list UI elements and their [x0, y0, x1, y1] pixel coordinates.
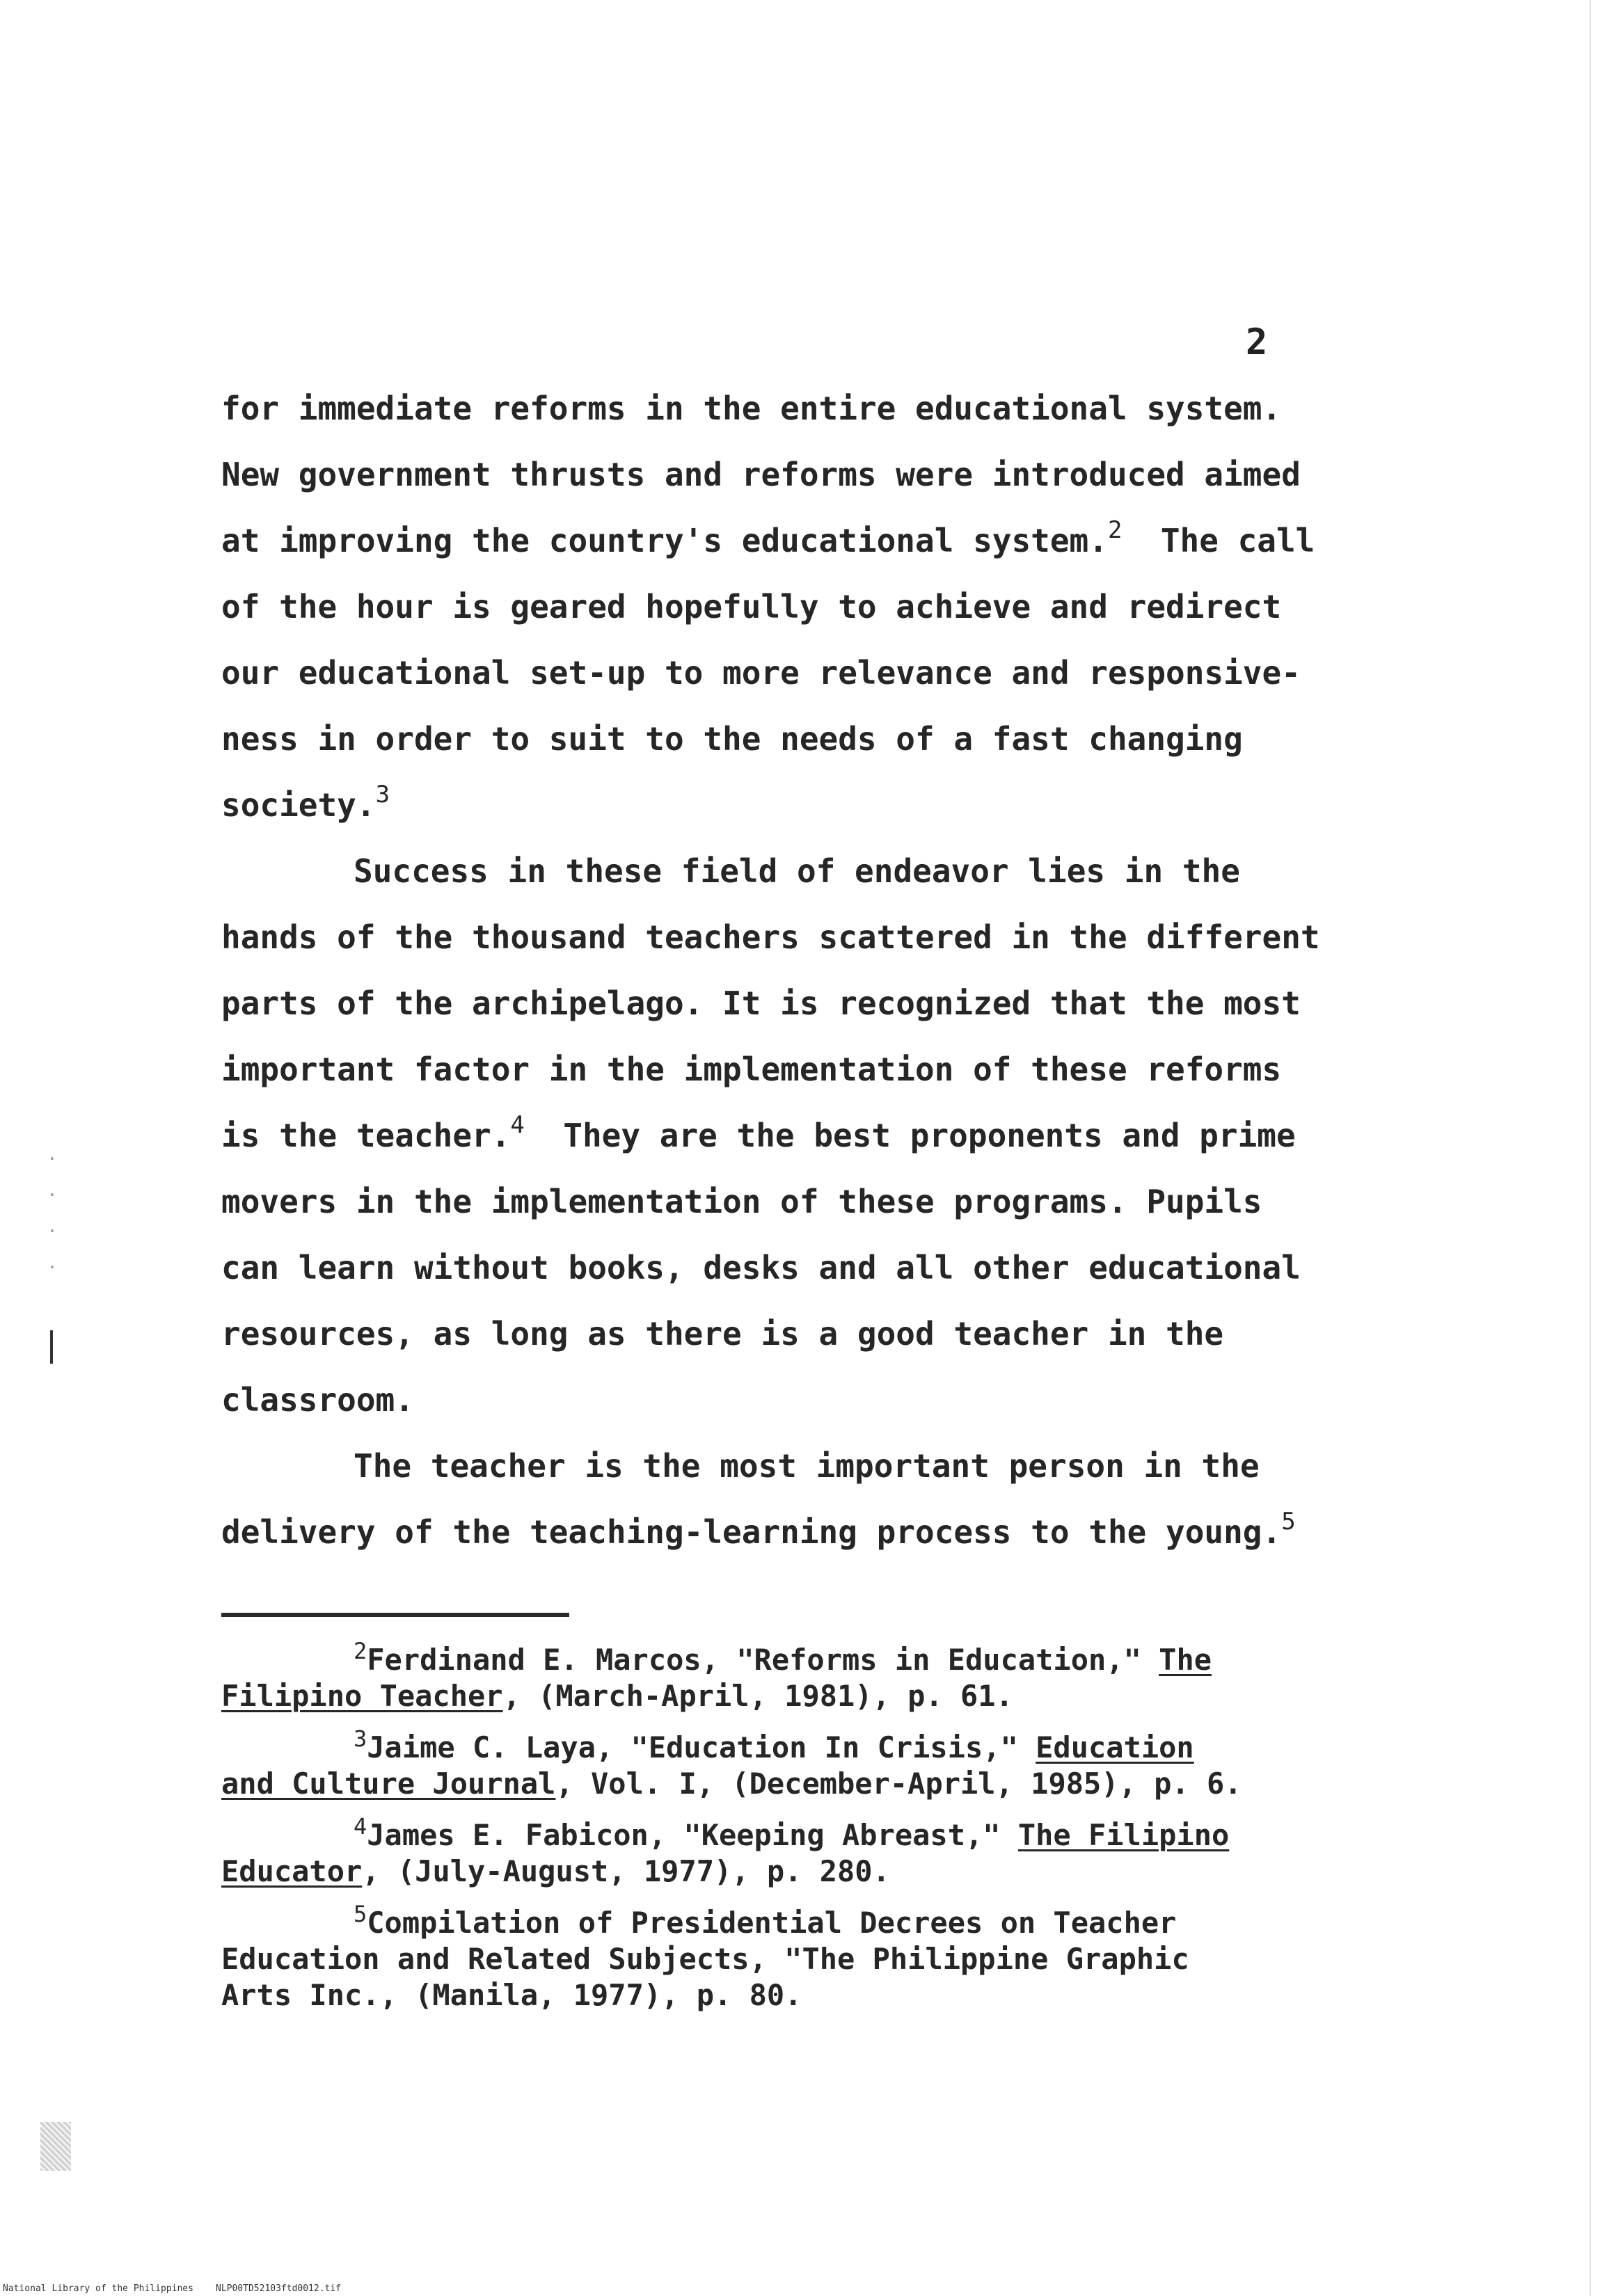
footnote-reference: 5 [1281, 1508, 1296, 1536]
text-line [221, 1037, 1377, 1103]
footnote-line [221, 1977, 1390, 2014]
margin-marks [42, 1141, 63, 1286]
footnote-text: Arts Inc., (Manila, 1977), p. 80. [221, 1978, 802, 2012]
footnote-line [221, 1638, 1390, 1678]
footnote-separator-rule [221, 1613, 569, 1617]
footnote-line [221, 1813, 1390, 1853]
line-text: parts of the archipelago. It is recognized that the most [221, 984, 1301, 1022]
line-text: ness in order to suit to the needs of a fast changing [221, 720, 1243, 758]
footnote-line [221, 1766, 1390, 1802]
footnotes [221, 1638, 1390, 2029]
footnote-number: 5 [354, 1901, 367, 1927]
line-text: New government thrusts and reforms were introduced aimed [221, 456, 1301, 493]
line-text: for immediate reforms in the entire educational system. [221, 390, 1282, 427]
text-line [221, 442, 1377, 508]
line-text: movers in the implementation of these programs. Pupils [221, 1183, 1262, 1220]
body-text [221, 376, 1377, 1565]
footnote-text: , Vol. I, (December-April, 1985), p. 6. [555, 1767, 1242, 1801]
footnote-number: 2 [354, 1638, 367, 1664]
paragraph [221, 838, 1377, 1433]
footnote [221, 1813, 1390, 1890]
footnote-text: , (March-April, 1981), p. 61. [502, 1679, 1013, 1713]
line-text: important factor in the implementation of these reforms [221, 1051, 1282, 1088]
line-text: can learn without books, desks and all other educational [221, 1249, 1301, 1286]
text-line [221, 1433, 1377, 1499]
line-text: delivery of the teaching-learning process to the young. [221, 1513, 1282, 1551]
footnote-number: 4 [354, 1813, 367, 1840]
text-line [221, 1235, 1377, 1301]
footnote-text: Compilation of Presidential Decrees on Teacher [367, 1906, 1177, 1940]
line-text: Success in these field of endeavor lies in the [354, 852, 1240, 890]
footnote-text: , (July-August, 1977), p. 280. [362, 1854, 890, 1888]
footnote-title: Education [1036, 1730, 1194, 1764]
footer-file-name: NLP00TD52103ftd0012.tif [216, 2283, 342, 2294]
library-stamp-mark [40, 2122, 71, 2171]
footnote [221, 1901, 1390, 2014]
text-line [221, 1301, 1377, 1367]
text-line [221, 1499, 1377, 1565]
footnote [221, 1638, 1390, 1714]
text-line [221, 376, 1377, 442]
footnote-reference: 4 [510, 1111, 525, 1139]
footnote-reference: 2 [1107, 516, 1123, 544]
line-text: is the teacher. [221, 1117, 511, 1154]
line-text: hands of the thousand teachers scattered in the different [221, 918, 1320, 956]
text-line [221, 971, 1377, 1037]
footnote-line [221, 1853, 1390, 1890]
scan-edge-line [1589, 0, 1591, 2296]
footnote-title: The [1159, 1643, 1212, 1677]
footnote-line [221, 1678, 1390, 1714]
line-text: The teacher is the most important person in the [354, 1447, 1260, 1485]
paragraph [221, 376, 1377, 838]
footnote-reference: 3 [375, 781, 390, 808]
line-text: classroom. [221, 1381, 414, 1419]
text-line [221, 838, 1377, 904]
footnote-title: Filipino Teacher [221, 1679, 503, 1713]
line-text: at improving the country's educational system. [221, 522, 1108, 559]
footer-library-name: National Library of the Philippines [3, 2283, 193, 2294]
margin-mark: · [47, 1257, 58, 1278]
footnote-title: The Filipino [1017, 1818, 1230, 1852]
footnote-title: Educator [221, 1854, 363, 1888]
footnote-line [221, 1725, 1390, 1766]
text-line [221, 508, 1377, 574]
line-text-continued: They are the best proponents and prime [524, 1117, 1296, 1154]
text-line [221, 1169, 1377, 1235]
line-text: our educational set-up to more relevance and responsive- [221, 654, 1301, 692]
footnote-line [221, 1901, 1390, 1941]
footnote-text: Jaime C. Laya, "Education In Crisis," [367, 1730, 1036, 1764]
footnote [221, 1725, 1390, 1802]
footnote-line [221, 1941, 1390, 1977]
line-text-continued: The call [1122, 522, 1315, 559]
text-line [221, 574, 1377, 640]
text-line [221, 772, 1377, 838]
line-text: society. [221, 786, 376, 824]
line-text: resources, as long as there is a good teacher in the [221, 1315, 1224, 1353]
footnote-title: and Culture Journal [221, 1767, 556, 1801]
margin-mark: · [47, 1149, 58, 1170]
text-line [221, 1103, 1377, 1169]
text-line [221, 1367, 1377, 1433]
text-line [221, 640, 1377, 706]
footnote-text: Ferdinand E. Marcos, "Reforms in Education," [367, 1643, 1159, 1677]
text-line [221, 706, 1377, 772]
paragraph [221, 1433, 1377, 1565]
footnote-text: Education and Related Subjects, "The Philippine Graphic [221, 1942, 1189, 1976]
margin-bar [50, 1330, 53, 1364]
footnote-number: 3 [354, 1725, 367, 1752]
line-text: of the hour is geared hopefully to achieve and redirect [221, 588, 1282, 625]
page-number: 2 [1246, 321, 1268, 363]
margin-mark: · [47, 1185, 58, 1206]
text-line [221, 904, 1377, 971]
footnote-text: James E. Fabicon, "Keeping Abreast," [367, 1818, 1018, 1852]
scan-footer [0, 2282, 1618, 2296]
margin-mark: · [47, 1221, 58, 1242]
